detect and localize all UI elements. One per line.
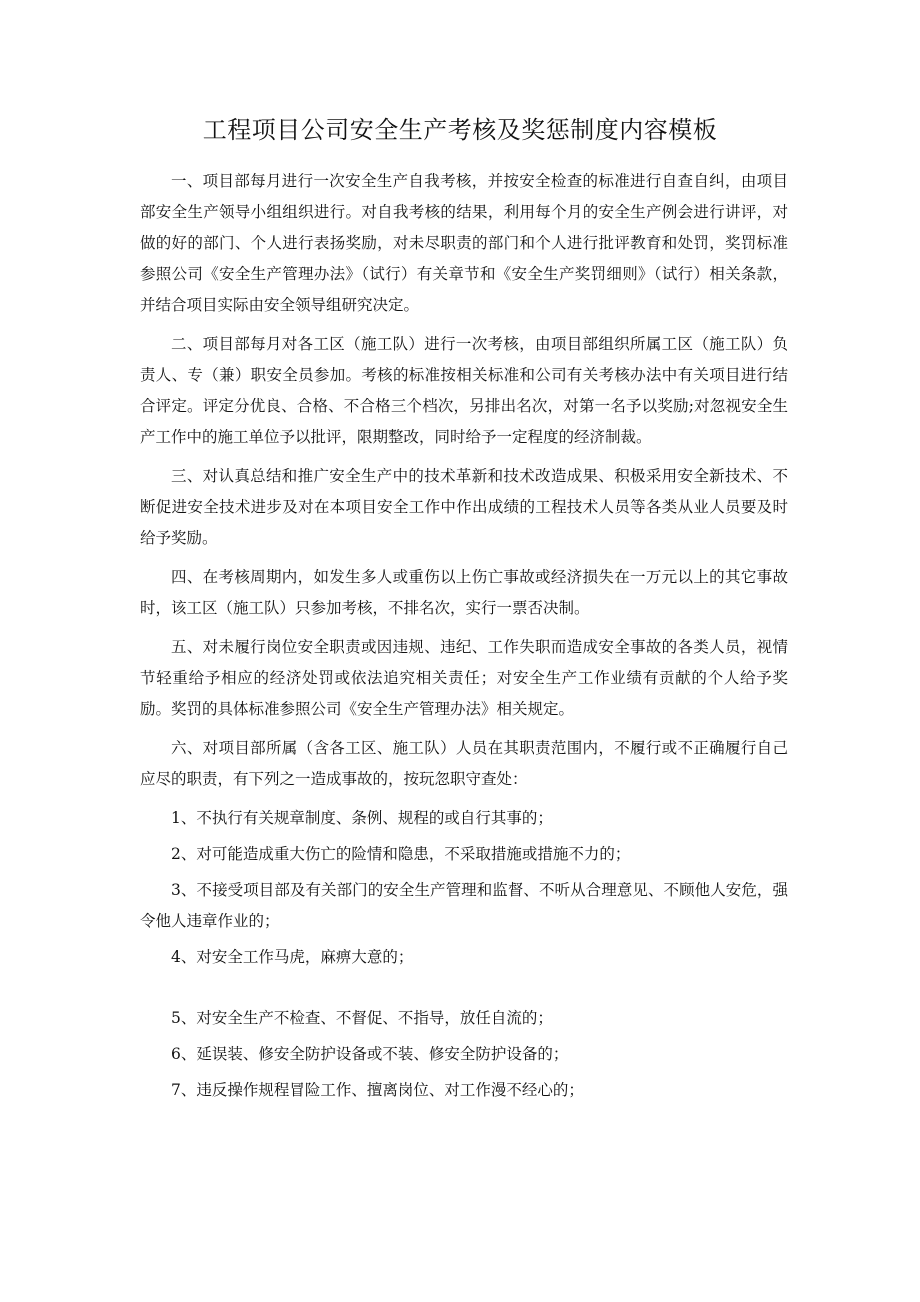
paragraph-4: 四、在考核周期内，如发生多人或重伤以上伤亡事故或经济损失在一万元以上的其它事故时，该工区（施工队）只参加考核，不排名次，实行一票否决制。	[140, 568, 788, 617]
list-item-5: 5、对安全生产不检查、不督促、不指导，放任自流的；	[171, 1009, 553, 1027]
paragraph-5: 五、对未履行岗位安全职责或因违规、违纪、工作失职而造成安全事故的各类人员，视情节轻重给予相应的经济处罚或依法追究相关责任；对安全生产工作业绩有贡献的个人给予奖励。奖罚的具体标准参照公司《安全生产管理办法》相关规定。	[140, 638, 788, 718]
paragraph-6: 六、对项目部所属（含各工区、施工队）人员在其职责范围内，不履行或不正确履行自己应尽的职责，有下列之一造成事故的，按玩忽职守查处：	[140, 739, 788, 788]
list-item-2: 2、对可能造成重大伤亡的险情和隐患，不采取措施或措施不力的；	[171, 845, 631, 863]
paragraph-1: 一、项目部每月进行一次安全生产自我考核，并按安全检查的标准进行自查自纠，由项目部安全生产领导小组组织进行。对自我考核的结果，利用每个月的安全生产例会进行讲评，对做的好的部门、个人进行表扬奖励，对未尽职责的部门和个人进行批评教育和处罚，奖罚标准参照公司《安全生产管理办法》（试行）有关章节和《安全生产奖罚细则》（试行）相关条款，并结合项目实际由安全领导组研究决定。	[140, 172, 788, 314]
list-item-6: 6、延误装、修安全防护设备或不装、修安全防护设备的；	[171, 1045, 569, 1063]
document-title: 工程项目公司安全生产考核及奖惩制度内容模板	[202, 116, 718, 144]
list-item-1: 1、不执行有关规章制度、条例、规程的或自行其事的；	[171, 809, 553, 827]
document-body	[140, 166, 788, 1111]
list-item-4: 4、对安全工作马虎，麻痹大意的；	[171, 948, 414, 966]
paragraph-3: 三、对认真总结和推广安全生产中的技术革新和技术改造成果、积极采用安全新技术、不断促进安全技术进步及对在本项目安全工作中作出成绩的工程技术人员等各类从业人员要及时给予奖励。	[140, 467, 788, 547]
list-item-3: 3、不接受项目部及有关部门的安全生产管理和监督、不听从合理意见、不顾他人安危，强令他人违章作业的；	[140, 881, 788, 930]
paragraph-2: 二、项目部每月对各工区（施工队）进行一次考核，由项目部组织所属工区（施工队）负责人、专（兼）职安全员参加。考核的标准按相关标准和公司有关考核办法中有关项目进行结合评定。评定分优良、合格、不合格三个档次，另排出名次，对第一名予以奖励;对忽视安全生产工作中的施工单位予以批评，限期整改，同时给予一定程度的经济制裁。	[140, 335, 788, 446]
list-item-7: 7、违反操作规程冒险工作、擅离岗位、对工作漫不经心的；	[171, 1081, 584, 1099]
